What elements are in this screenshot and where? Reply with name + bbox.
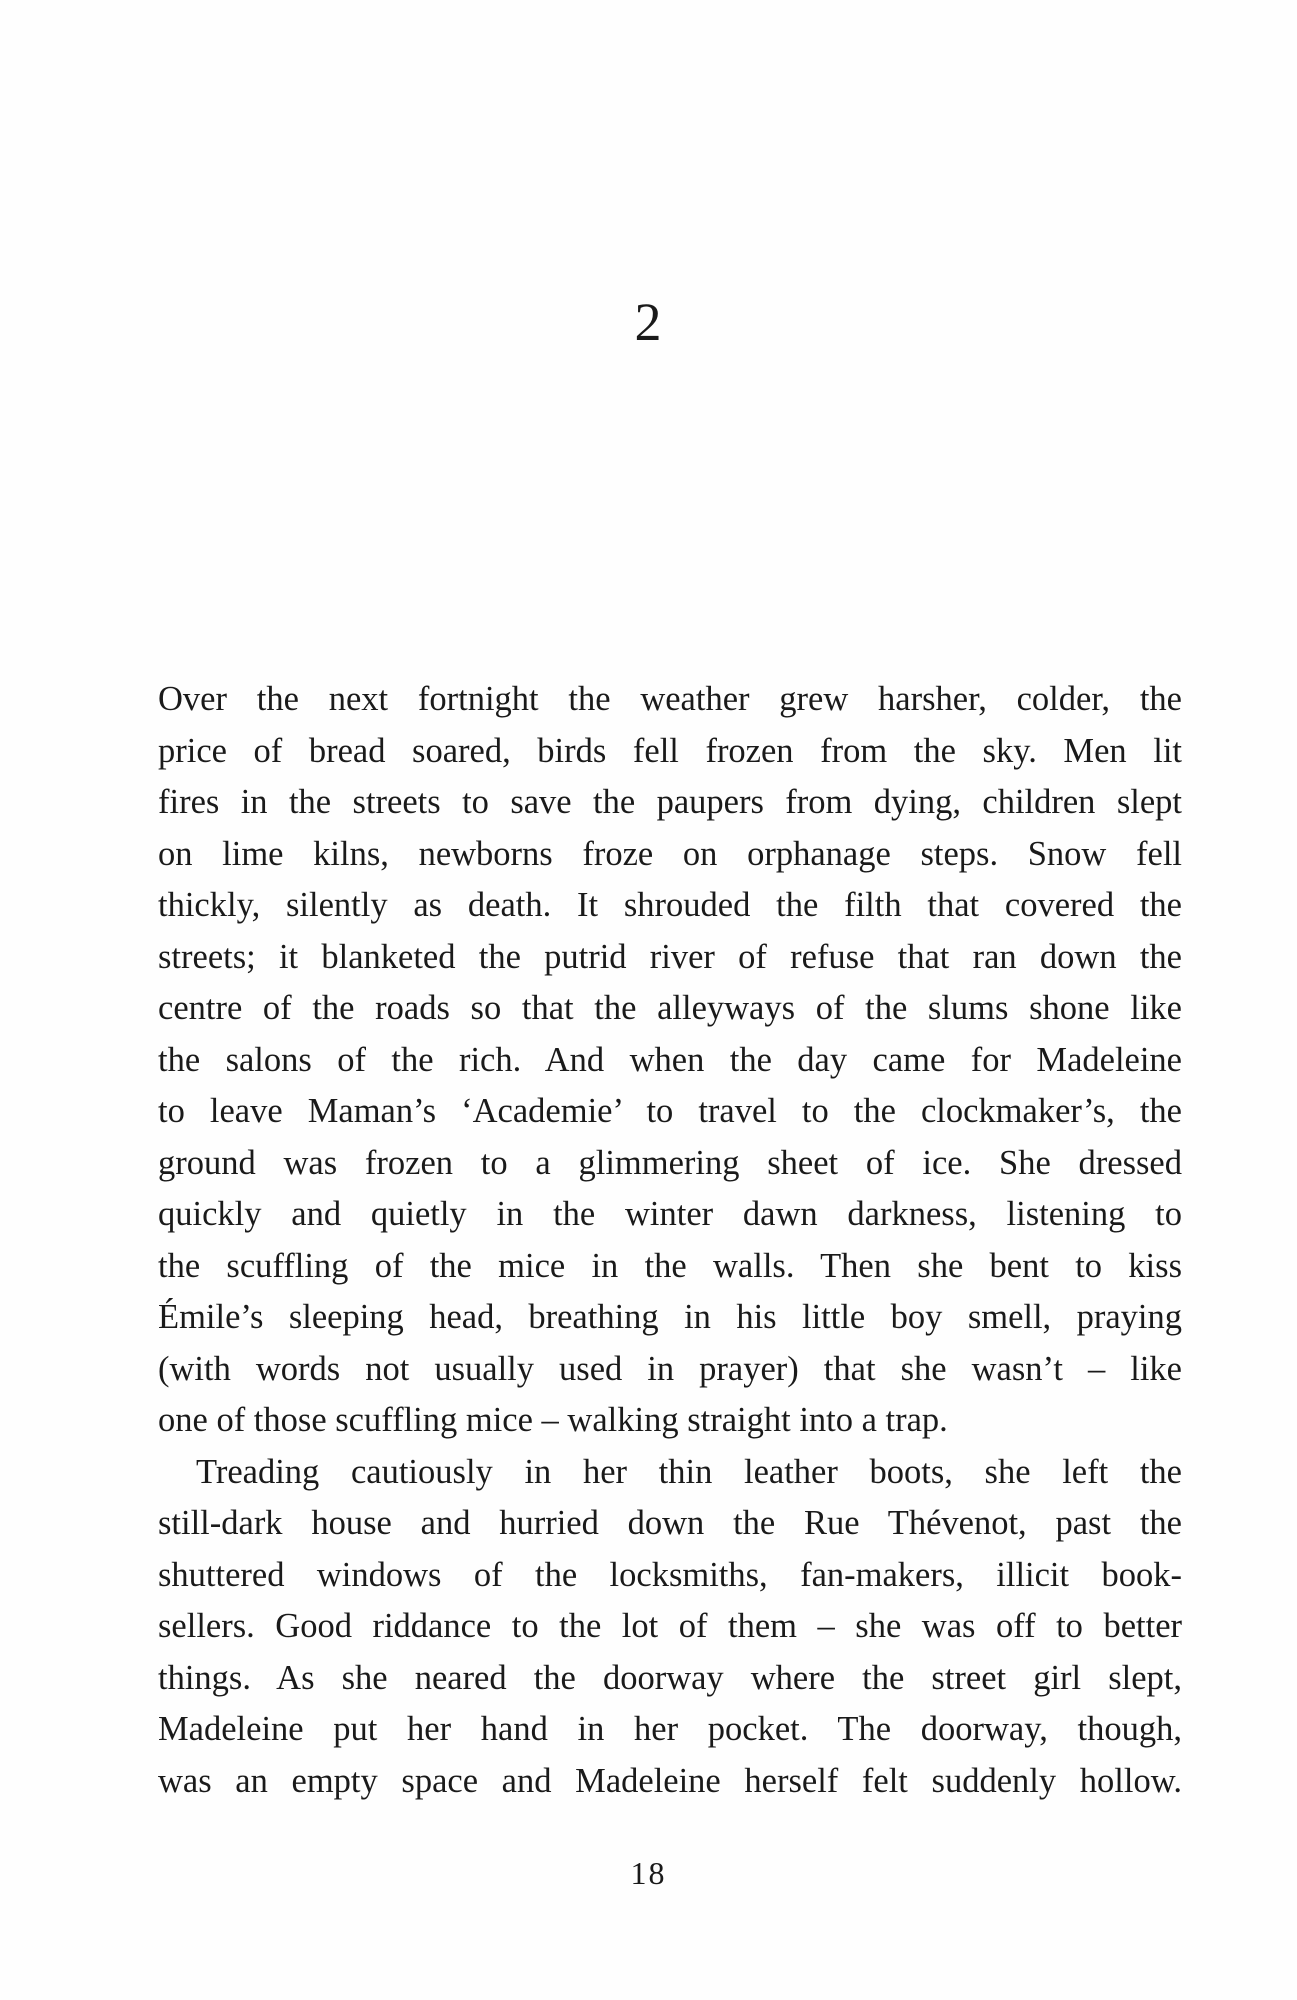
text-line: on lime kilns, newborns froze on orphanage steps. Snow fell xyxy=(158,834,1182,873)
text-line: (with words not usually used in prayer) that she wasn’t – like xyxy=(158,1349,1182,1388)
text-line: Treading cautiously in her thin leather boots, she left the xyxy=(196,1452,1182,1491)
text-line: thickly, silently as death. It shrouded the filth that covered the xyxy=(158,886,1182,924)
page-number: 18 xyxy=(630,1855,667,1891)
text-line: one of those scuffling mice – walking straight into a trap. xyxy=(158,1401,948,1439)
text-line: the salons of the rich. And when the day came for Madeleine xyxy=(158,1040,1182,1079)
text-line: ground was frozen to a glimmering sheet of ice. She dressed xyxy=(158,1143,1182,1182)
body-text xyxy=(158,674,1182,1807)
text-line: shuttered windows of the locksmiths, fan-makers, illicit book- xyxy=(158,1555,1182,1594)
text-line: Émile’s sleeping head, breathing in his little boy smell, praying xyxy=(158,1298,1182,1336)
chapter-number: 2 xyxy=(634,292,663,352)
text-line: things. As she neared the doorway where the street girl slept, xyxy=(158,1658,1182,1697)
text-line: to leave Maman’s ‘Academie’ to travel to the clockmaker’s, the xyxy=(158,1092,1182,1130)
text-line: was an empty space and Madeleine herself felt suddenly hollow. xyxy=(158,1761,1182,1800)
text-line: streets; it blanketed the putrid river of refuse that ran down the xyxy=(158,937,1182,976)
text-line: Over the next fortnight the weather grew harsher, colder, the xyxy=(158,680,1182,718)
text-line: the scuffling of the mice in the walls. Then she bent to kiss xyxy=(158,1246,1182,1285)
text-line: sellers. Good riddance to the lot of them – she was off to better xyxy=(158,1607,1182,1645)
text-line: fires in the streets to save the paupers from dying, children slept xyxy=(158,783,1182,821)
text-line: quickly and quietly in the winter dawn darkness, listening to xyxy=(158,1195,1182,1233)
text-line: centre of the roads so that the alleyways of the slums shone like xyxy=(158,989,1182,1027)
text-line: still-dark house and hurried down the Rue Thévenot, past the xyxy=(158,1504,1182,1542)
text-line: Madeleine put her hand in her pocket. The doorway, though, xyxy=(158,1710,1182,1748)
text-line: price of bread soared, birds fell frozen from the sky. Men lit xyxy=(158,731,1182,770)
